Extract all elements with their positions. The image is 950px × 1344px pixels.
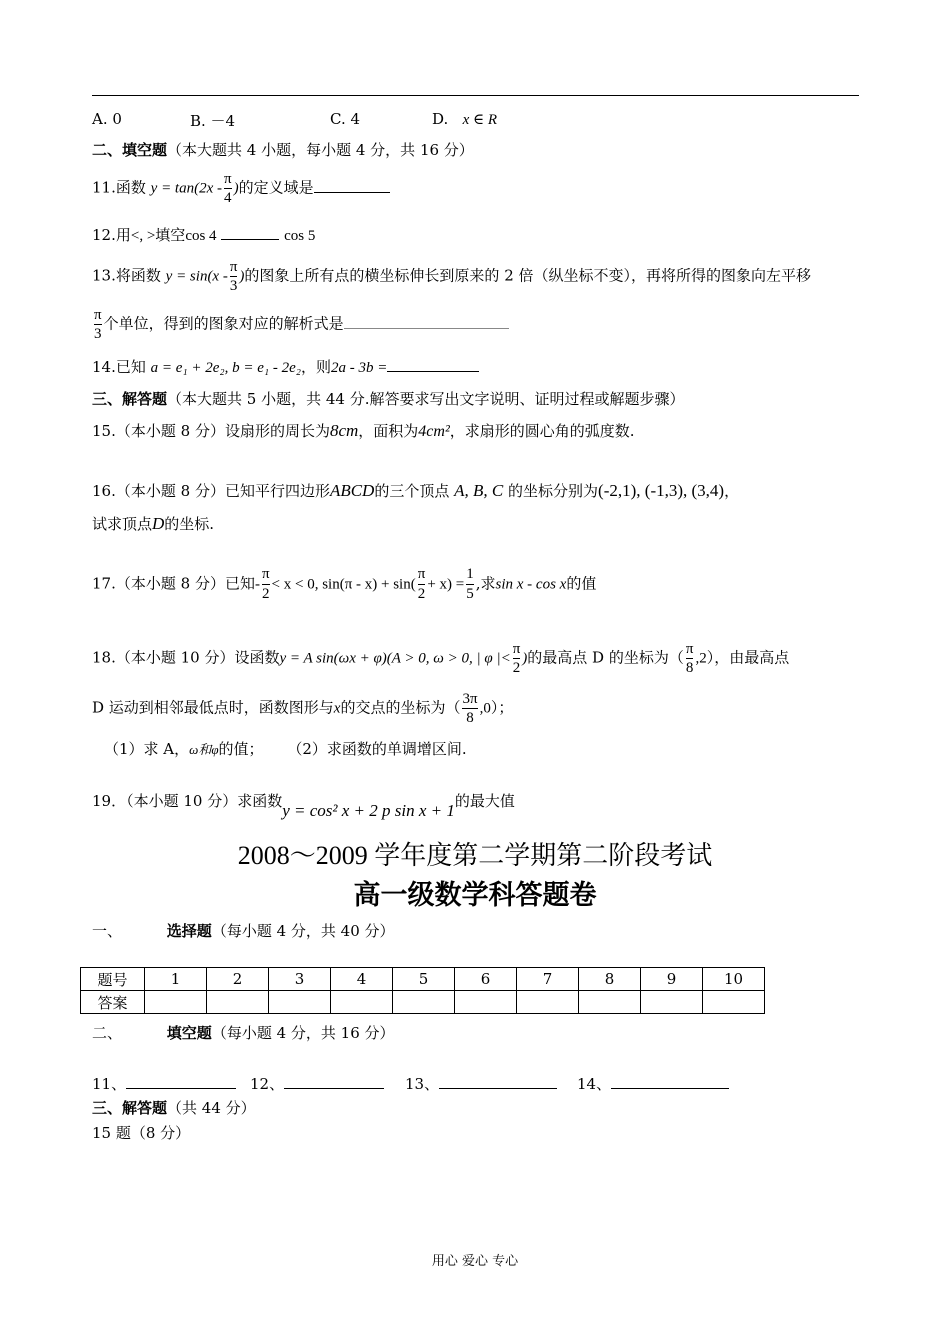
answer-cell[interactable] xyxy=(641,991,703,1014)
answer-section3-heading: 三、解答题（共 44 分） xyxy=(92,1099,256,1117)
blank-line[interactable] xyxy=(126,1074,236,1089)
question-11: 11.函数 y = tan(2x - $\frac{\pi}{4}$ )的定义域是 xyxy=(92,170,390,207)
answer-section2-heading: 二、 填空题（每小题 4 分，共 16 分） xyxy=(92,1024,395,1042)
question-18-line2: D 运动到相邻最低点时，函数图形与x的交点的坐标为（ $\frac{3\pi}{8}$ ,0）； xyxy=(92,691,514,726)
answer-blank-13: 13、 xyxy=(405,1073,557,1094)
answer-cell[interactable] xyxy=(393,991,455,1014)
blank-line[interactable] xyxy=(439,1074,557,1089)
question-number-cell: 7 xyxy=(517,968,579,991)
table-header-label: 题号 xyxy=(81,968,145,991)
question-number-cell: 6 xyxy=(455,968,517,991)
answer-cell[interactable] xyxy=(269,991,331,1014)
table-row xyxy=(81,968,765,991)
question-number-cell: 10 xyxy=(703,968,765,991)
answer-blank-12: 12、 xyxy=(250,1073,384,1094)
answer-cell[interactable] xyxy=(331,991,393,1014)
question-12: 12.用<, >填空cos 4 cos 5 xyxy=(92,226,316,244)
answer-sheet-title: 高一级数学科答题卷 xyxy=(353,880,597,911)
blank-line[interactable] xyxy=(284,1074,384,1089)
answer-blank-14: 14、 xyxy=(577,1073,729,1094)
answer-cell[interactable] xyxy=(703,991,765,1014)
question-number-cell: 9 xyxy=(641,968,703,991)
page-footer: 用心 爱心 专心 xyxy=(431,1254,519,1269)
answer-cell[interactable] xyxy=(579,991,641,1014)
question-number-cell: 2 xyxy=(207,968,269,991)
choice-a: A. 0 xyxy=(92,110,122,128)
exam-title: 2008～2009 学年度第二学期第二阶段考试 xyxy=(237,841,713,870)
blank-line[interactable] xyxy=(611,1074,729,1089)
question-number-cell: 8 xyxy=(579,968,641,991)
section2-heading: 二、填空题（本大题共 4 小题，每小题 4 分，共 16 分） xyxy=(92,141,474,159)
question-16-line2: 试求顶点D的坐标. xyxy=(92,514,215,533)
question-13: 13.将函数 y = sin(x - $\frac{\pi}{3}$ )的图象上所有点的横坐标伸长到原来的 2 倍（纵坐标不变），再将所得的图象向左平移 xyxy=(92,259,812,294)
answer-table xyxy=(80,967,765,1014)
choice-d: D. x ∈ R xyxy=(432,110,498,128)
question-17: 17.（本小题 8 分）已知- $\frac{\pi}{2}$ < x < 0, sin(π - x) + sin( $\frac{\pi}{2}$ + x) = $\frac{1}{5}$ ,求sin x - cos x的值 xyxy=(92,566,597,602)
question-number-cell: 3 xyxy=(269,968,331,991)
answer-cell[interactable] xyxy=(455,991,517,1014)
answer-cell[interactable] xyxy=(207,991,269,1014)
choice-b: B. －4 xyxy=(190,112,236,130)
answer-section1-heading: 一、 选择题（每小题 4 分，共 40 分） xyxy=(92,922,395,940)
question-number-cell: 4 xyxy=(331,968,393,991)
table-row xyxy=(81,991,765,1014)
question-15: 15.（本小题 8 分）设扇形的周长为8cm，面积为4cm²，求扇形的圆心角的弧度数. xyxy=(92,421,635,440)
question-18: 18.（本小题 10 分）设函数y = A sin(ωx + φ)(A > 0, ω > 0, | φ |< $\frac{\pi}{2}$ )的最高点 D 的坐标为（ $\frac{\pi}{8}$ ,2），由最高点 xyxy=(92,641,790,676)
section3-heading: 三、解答题（本大题共 5 小题，共 44 分.解答要求写出文字说明、证明过程或解题步骤） xyxy=(92,390,685,408)
answer-blank-11: 11、 xyxy=(92,1073,236,1094)
question-number-cell: 1 xyxy=(145,968,207,991)
answer-q15-label: 15 题（8 分） xyxy=(92,1124,191,1142)
question-19: 19．（本小题 10 分）求函数y = cos² x + 2 p sin x + 1的最大值 xyxy=(92,792,515,820)
answer-cell[interactable] xyxy=(145,991,207,1014)
question-number-cell: 5 xyxy=(393,968,455,991)
choice-c: C. 4 xyxy=(330,110,361,128)
question-18-subparts: （1）求 A，ω和φ的值； （2）求函数的单调增区间. xyxy=(104,740,467,758)
question-14: 14.已知 a = e₁ + 2e₂, b = e₁ - 2e₂，则2a - 3b = xyxy=(92,356,479,377)
table-answer-label: 答案 xyxy=(81,991,145,1014)
question-13-line2: $\frac{\pi}{3}$ 个单位，得到的图象对应的解析式是 xyxy=(92,306,509,343)
question-16: 16.（本小题 8 分）已知平行四边形ABCD的三个顶点 A, B, C 的坐标分别为(-2,1), (-1,3), (3,4)， xyxy=(92,481,740,500)
answer-cell[interactable] xyxy=(517,991,579,1014)
top-rule xyxy=(92,95,859,96)
